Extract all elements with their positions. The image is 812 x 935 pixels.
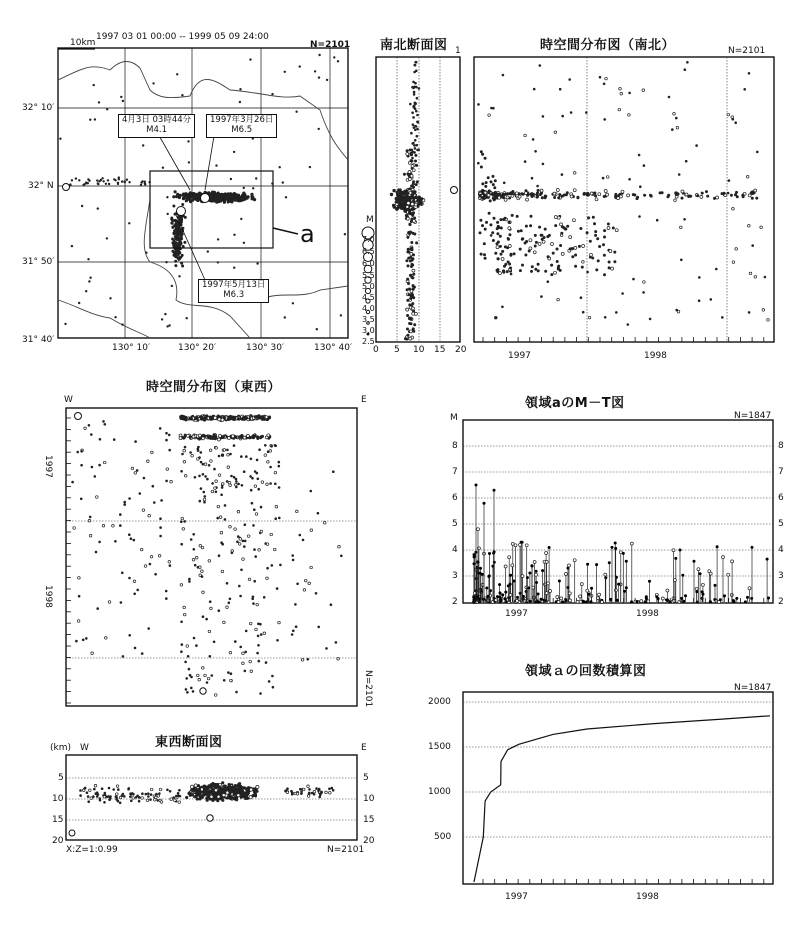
- lat-label-32: 32° N: [28, 181, 54, 191]
- st-ew-title: 時空間分布図（東西）: [146, 380, 282, 395]
- mt-count: N=1847: [734, 411, 772, 421]
- map-count: N=2101: [310, 40, 351, 50]
- ew-section-east: E: [361, 743, 367, 753]
- cum-ytick-500: 500: [434, 832, 452, 842]
- ns-section-corner: 1: [455, 46, 461, 56]
- st-ew-count: N=2101: [363, 670, 373, 708]
- st-ew-east: E: [361, 395, 367, 405]
- ew-depth-5-l: 5: [58, 773, 64, 783]
- lat-label-3210: 32° 10′: [22, 103, 55, 113]
- ew-depth-10-r: 10: [363, 794, 375, 804]
- cum-month-ticks: [483, 879, 764, 884]
- cum-curve: [474, 716, 770, 882]
- ns-xtick-20: 20: [455, 345, 467, 355]
- lon-label-13040: 130° 40′: [314, 343, 353, 353]
- cum-count: N=1847: [734, 683, 772, 693]
- mt-ytick-l-2: 2: [452, 597, 458, 607]
- ew-depth-5-r: 5: [363, 773, 369, 783]
- mag-legend-value-1: 6.5: [362, 247, 375, 256]
- mag-legend-value-0: 7.0: [362, 235, 375, 244]
- ew-section-west: W: [80, 743, 89, 753]
- lon-label-13030: 130° 30′: [246, 343, 285, 353]
- lon-label-13010: 130° 10′: [112, 343, 151, 353]
- st-ns-title: 時空間分布図（南北）: [540, 38, 676, 53]
- mt-ytick-r-4: 4: [778, 545, 784, 555]
- cum-frame: [463, 692, 773, 884]
- ew-depth-10-l: 10: [52, 794, 64, 804]
- cum-year-1997: 1997: [505, 892, 528, 902]
- mag-legend-value-2: 6.0: [362, 259, 375, 268]
- ew-depth-15-l: 15: [52, 815, 64, 825]
- ns-xtick-5: 5: [394, 345, 400, 355]
- mag-legend-value-5: 4.5: [362, 293, 375, 302]
- annotation-0513-mag: M6.3: [223, 289, 245, 300]
- st-ns-count: N=2101: [728, 46, 766, 56]
- ew-depth-20-l: 20: [52, 836, 64, 846]
- st-ns-year-1998: 1998: [644, 351, 667, 361]
- annotation-0326-mag: M6.5: [231, 124, 253, 135]
- ns-section-title: 南北断面図: [380, 38, 448, 53]
- ew-section-count: N=2101: [327, 845, 365, 855]
- mag-legend-value-8: 3.0: [362, 326, 375, 335]
- ew-section-title: 東西断面図: [155, 735, 223, 750]
- mt-ytick-l-7: 7: [452, 467, 458, 477]
- mt-ylabel: M: [450, 413, 458, 423]
- mt-title: 領域aのM－T図: [525, 396, 625, 411]
- cum-ytick-1000: 1000: [428, 787, 451, 797]
- mt-year-1998: 1998: [636, 609, 659, 619]
- mt-ytick-r-3: 3: [778, 571, 784, 581]
- mt-year-1997: 1997: [505, 609, 528, 619]
- mag-legend-value-3: 5.5: [362, 271, 375, 280]
- annotation-0403-mag: M4.1: [146, 124, 167, 135]
- cum-grid: [463, 702, 773, 837]
- mt-ytick-l-8: 8: [452, 441, 458, 451]
- st-ew-year-1998: 1998: [43, 585, 53, 608]
- mt-ytick-l-5: 5: [452, 519, 458, 529]
- ns-xtick-0: 0: [373, 345, 379, 355]
- annotation-0326-date: 1997年3月26日: [210, 115, 274, 125]
- ew-section-unit: (km): [50, 743, 72, 753]
- ew-depth-15-r: 15: [363, 815, 375, 825]
- map-scale-label: 10km: [70, 38, 96, 48]
- mt-ytick-r-6: 6: [778, 493, 784, 503]
- cum-year-1998: 1998: [636, 892, 659, 902]
- cum-title: 領域ａの回数積算図: [525, 664, 647, 679]
- cum-ytick-2000: 2000: [428, 697, 451, 707]
- st-ns-year-1997: 1997: [508, 351, 531, 361]
- mag-legend-label: M: [366, 215, 374, 225]
- mt-ytick-l-3: 3: [452, 571, 458, 581]
- mt-ytick-r-8: 8: [778, 441, 784, 451]
- ns-xtick-10: 10: [413, 345, 425, 355]
- lat-label-3150: 31° 50′: [22, 257, 55, 267]
- annotation-0403-date: 4月3日 03時44分: [122, 115, 192, 125]
- annotation-0513-date: 1997年5月13日: [202, 280, 266, 290]
- mt-ytick-l-4: 4: [452, 545, 458, 555]
- mag-legend-value-7: 3.5: [362, 315, 375, 324]
- mt-ytick-r-2: 2: [778, 597, 784, 607]
- map-date-range: 1997 03 01 00:00 -- 1999 05 09 24:00: [96, 32, 269, 42]
- ns-xtick-15: 15: [434, 345, 446, 355]
- st-ew-west: W: [64, 395, 73, 405]
- st-ew-year-1997: 1997: [43, 455, 53, 478]
- cum-ytick-1500: 1500: [428, 742, 451, 752]
- mt-ytick-r-7: 7: [778, 467, 784, 477]
- mag-legend-value-6: 4.0: [362, 304, 375, 313]
- ew-section-ratio: X:Z=1:0.99: [66, 845, 118, 855]
- lat-label-3140: 31° 40′: [22, 335, 55, 345]
- mag-legend-value-4: 5.0: [362, 282, 375, 291]
- lon-label-13020: 130° 20′: [178, 343, 217, 353]
- mag-legend-value-9: 2.5: [362, 337, 375, 346]
- mt-ytick-l-6: 6: [452, 493, 458, 503]
- mt-ytick-r-5: 5: [778, 519, 784, 529]
- region-a-label: a: [300, 220, 315, 248]
- ew-depth-20-r: 20: [363, 836, 375, 846]
